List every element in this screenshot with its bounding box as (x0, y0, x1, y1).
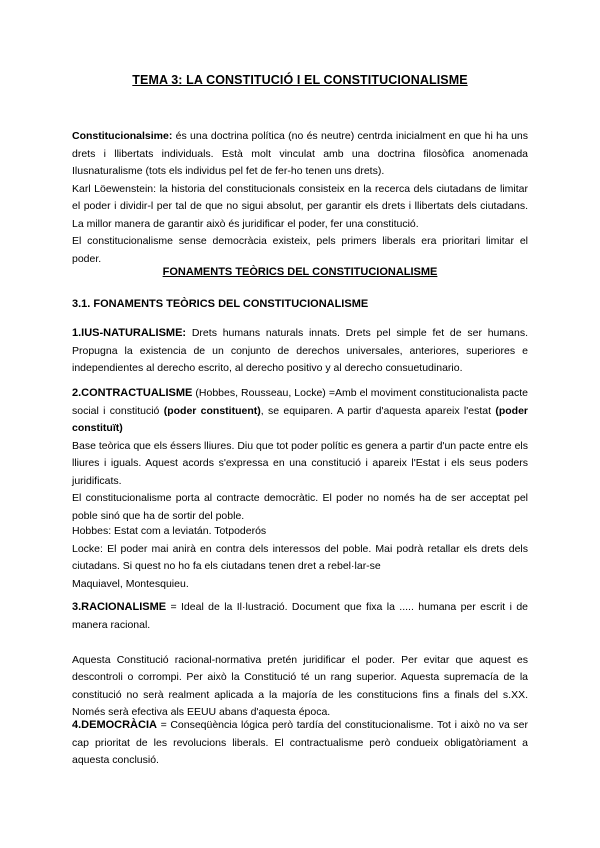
rational-para1 (72, 599, 528, 634)
racionalisme-block (72, 599, 528, 722)
contract-para2: Base teòrica que els éssers lliures. Diu que tot poder polític es genera a partir d'un pacte entre els lliures i iguals. Aquest acords s'expressa en una constitució i apareix l'Estat i els seus poders juridificats. (72, 439, 528, 487)
authors-others: Maquiavel, Montesquieu. (72, 577, 189, 590)
document-title: TEMA 3: LA CONSTITUCIÓ I EL CONSTITUCIONALISME (132, 73, 468, 87)
contract-bold-2: (poder constituït) (72, 404, 528, 434)
subsection-title: 3.1. FONAMENTS TEÒRICS DEL CONSTITUCIONALISME (72, 298, 369, 310)
intro-term: Constitucionalsime: (72, 130, 173, 142)
ius-naturalisme-paragraph (72, 325, 528, 378)
contract-text-1: (Hobbes, Rousseau, Locke) =Amb el moviment constitucionalista pacte social i constitució (72, 387, 528, 417)
democracia-block (72, 717, 528, 770)
authors-locke: Locke: El poder mai anirà en contra dels interessos del poble. Mai podrà retallar els drets dels ciutadans. Si quest no ho fa els ciutadans tenen dret a rebel·lar-se (72, 542, 528, 572)
authors-block (72, 523, 528, 593)
intro-definition-text: és una doctrina política (no és neutre) centrda inicialment en que hi ha uns drets i llibertats individuals. Està molt vinculat amb una doctrina filosòfica anomenada Ilusnaturalisme (tots els individus pel fet de fer-ho tenen uns drets). (72, 130, 528, 177)
section-title: FONAMENTS TEÒRICS DEL CONSTITUCIONALISME (162, 266, 438, 278)
contract-para1 (72, 385, 528, 438)
democ-text: = Conseqüència lógica però tardía del constitucionalisme. Tot i això no va ser cap prioritat de les revolucions liberals. El contractualisme però condueix obligatòriament a aquesta conclusió. (72, 719, 528, 766)
contract-text-2: , se equiparen. A partir d'aquesta apareix l'estat (260, 404, 496, 417)
rational-text: = Ideal de la Il·lustració. Document que fixa la ..... humana per escrit i de manera racional. (72, 601, 528, 631)
rational-heading: 3.RACIONALISME (72, 601, 167, 613)
democ-heading: 4.DEMOCRÀCIA (72, 719, 157, 731)
intro-karl: Karl Löewenstein: la historia del constitucionals consisteix en la recerca dels ciutadans de limitar el poder i dividir-l per tal de que no sigui absolut, per garantir els drets i llibertats dels ciutadans. La millor manera de garantir això és juridificar el poder, fer una constitució. (72, 182, 528, 230)
ius-text: Drets humans naturals innats. Drets pel simple fet de ser humans. Propugna la existencia de un conjunto de derechos universales, anteriores, superiores e independientes al derecho escrito, al derecho positivo y al derecho consuetudinario. (72, 327, 528, 374)
contract-bold-1: (poder constituent) (163, 404, 261, 417)
intro-definition (72, 128, 528, 181)
ius-heading: 1.IUS-NATURALISME: (72, 327, 187, 339)
contract-para3: El constitucionalisme porta al contracte democràtic. El poder no només ha de ser acceptat pel poble sinó que ha de sortir del poble. (72, 492, 528, 522)
intro-democracy: El constitucionalisme sense democràcia existeix, pels primers liberals era prioritari limitar el poder. (72, 235, 528, 265)
rational-para2: Aquesta Constitució racional-normativa pretén juridificar el poder. Per evitar que aquest es descontroli o corrompi. Per això la Constitució té un rang superior. Aquesta supremacía de la constitució no serà realment aplicada a la majoría de les constitucions fins a finals del s.XX. Només serà efectiva als EEUU abans d'aquesta época. (72, 653, 528, 718)
authors-hobbes: Hobbes: Estat com a leviatán. Totpoderós (72, 525, 267, 537)
contract-heading: 2.CONTRACTUALISME (72, 387, 193, 399)
contractualisme-block (72, 385, 528, 525)
intro-block (72, 128, 528, 268)
